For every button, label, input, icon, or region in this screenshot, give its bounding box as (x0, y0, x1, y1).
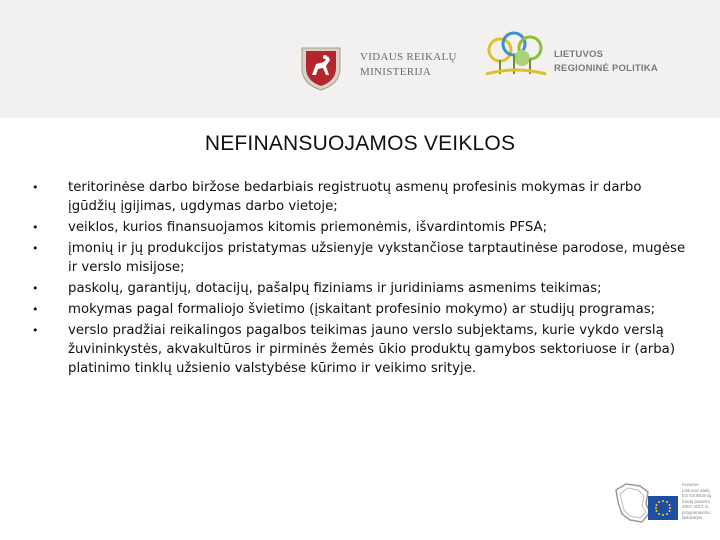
list-item-text: paskolų, garantijų, dotacijų, pašalpų fiziniams ir juridiniams asmenims teikimas; (68, 281, 602, 296)
list-item (32, 321, 692, 378)
list-item (32, 300, 692, 319)
eu-caption-line: 2007-2013 m. (682, 504, 710, 509)
list-item (32, 218, 692, 237)
list-item-text: įmonių ir jų produkcijos pristatymas užsienyje vykstančiose tarptautinėse parodose, mugėse ir verslo misijose; (68, 241, 686, 275)
lithuania-map-icon (612, 480, 652, 526)
bullet-icon: • (32, 181, 39, 194)
bullet-icon: • (32, 221, 39, 234)
ministry-name-line1: VIDAUS REIKALŲ (360, 51, 457, 63)
eu-flag-icon (648, 496, 678, 520)
regional-policy-line2: REGIONINĖ POLITIKA (554, 63, 658, 74)
page-title: NEFINANSUOJAMOS VEIKLOS (204, 132, 516, 155)
ministry-name (360, 50, 457, 80)
bullet-icon: • (32, 303, 39, 316)
list-item (32, 279, 692, 298)
eu-caption-line: laikotarpis (682, 515, 703, 520)
regional-policy-name (554, 48, 658, 76)
eu-caption-line: Lietuvos ateitį (682, 487, 710, 493)
eu-funds-caption (682, 482, 718, 521)
regional-policy-line1: LIETUVOS (554, 49, 604, 60)
bullet-icon: • (32, 324, 39, 337)
eu-caption-line: Kuriame (682, 482, 699, 487)
list-item (32, 178, 692, 216)
list-item-text: verslo pradžiai reikalingos pagalbos teikimas jauno verslo subjektams, kurie vykdo verslą žuvininkystės, akvakultūros ir pirminės žemės ūkio produktų gamybos sektoriuose ir (arba) platinimo tinklų užsienio valstybėse kūrimo ir veikimo srityje. (68, 323, 676, 376)
ministry-logo (296, 42, 476, 102)
eu-caption-line: ES struktūrinių (682, 493, 712, 498)
regional-policy-logo (482, 30, 682, 90)
bullet-icon: • (32, 282, 39, 295)
list-item-text: veiklos, kurios finansuojamos kitomis priemonėmis, išvardintomis PFSA; (68, 220, 548, 235)
list-item-text: mokymas pagal formaliojo švietimo (įskaitant profesinio mokymo) ar studijų programas; (68, 302, 656, 317)
eu-caption-line: programavimo (682, 509, 711, 515)
activities-list (32, 178, 692, 378)
regional-trees-icon (482, 30, 550, 82)
coat-of-arms-icon (296, 42, 346, 92)
bullet-icon: • (32, 242, 39, 255)
list-item (32, 239, 692, 277)
eu-caption-line: fondų parama (682, 498, 710, 504)
header-band (0, 0, 720, 118)
eu-funds-logo (612, 478, 718, 532)
list-item-text: teritorinėse darbo biržose bedarbiais registruotų asmenų profesinis mokymas ir darbo įgūdžių įgijimas, ugdymas darbo vietoje; (68, 180, 642, 214)
ministry-name-line2: MINISTERIJA (360, 66, 432, 78)
